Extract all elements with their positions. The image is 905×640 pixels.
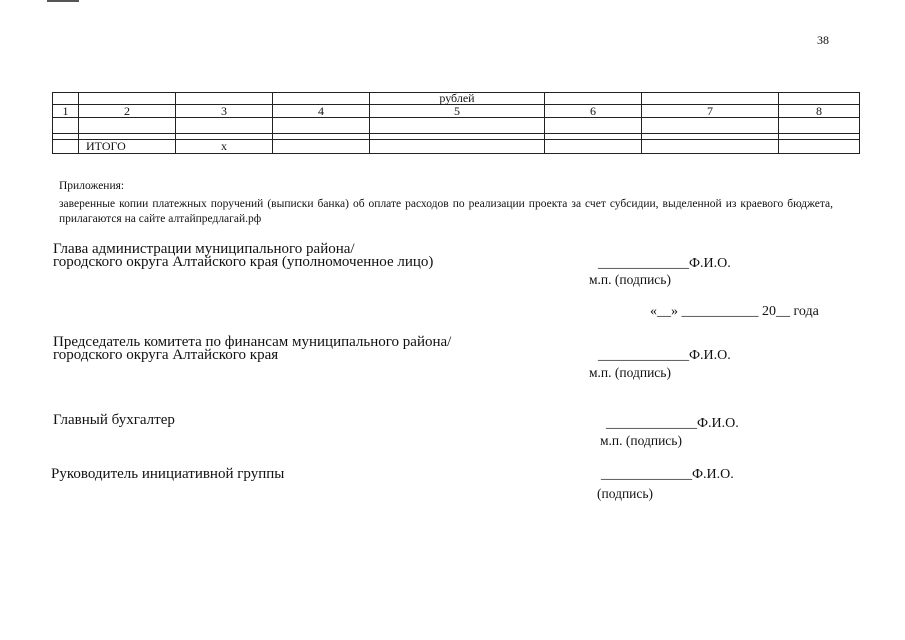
unit-label: рублей — [370, 93, 545, 105]
appendix-title: Приложения: — [59, 180, 125, 192]
column-number: 7 — [642, 105, 779, 118]
column-number: 1 — [53, 105, 79, 118]
column-number: 5 — [370, 105, 545, 118]
total-label: ИТОГО — [79, 140, 176, 154]
initiative-head-name-line: _____________Ф.И.О. — [601, 467, 734, 482]
column-number: 2 — [79, 105, 176, 118]
appendix-text: заверенные копии платежных поручений (выписки банка) об оплате расходов по реализации проекта за счет субсидии, выделенной из краевого бюджета, прилагаются на сайте алтайпредлагай.рф — [59, 198, 833, 225]
initiative-head-label: Руководитель инициативной группы — [51, 466, 285, 482]
finance-chair-stamp-signature: м.п. (подпись) — [589, 365, 671, 380]
table-row-column-numbers — [53, 105, 860, 118]
table-row-total — [53, 140, 860, 154]
finance-chair-name-line: _____________Ф.И.О. — [598, 348, 731, 363]
initiative-head-signature: (подпись) — [597, 486, 654, 501]
column-number: 8 — [779, 105, 860, 118]
chief-accountant-stamp-signature: м.п. (подпись) — [600, 433, 682, 448]
column-number: 3 — [176, 105, 273, 118]
chief-accountant-name-line: _____________Ф.И.О. — [606, 416, 739, 431]
head-admin-label-line1: Глава администрации муниципального района/ — [53, 241, 355, 257]
head-admin-label-line2: городского округа Алтайского края (уполномоченное лицо) — [53, 254, 434, 270]
expense-table — [52, 92, 860, 154]
head-admin-stamp-signature: м.п. (подпись) — [589, 272, 671, 287]
finance-chair-label-line2: городского округа Алтайского края — [53, 347, 279, 363]
column-number: 4 — [273, 105, 370, 118]
chief-accountant-label: Главный бухгалтер — [53, 412, 175, 428]
head-admin-name-line: _____________Ф.И.О. — [598, 256, 731, 271]
table-row-empty — [53, 118, 860, 134]
table-row-unit — [53, 93, 860, 105]
scan-artifact — [47, 0, 79, 2]
page-number: 38 — [817, 33, 829, 47]
column-number: 6 — [545, 105, 642, 118]
finance-chair-label-line1: Председатель комитета по финансам муниципального района/ — [53, 334, 452, 350]
total-col3-mark: х — [176, 140, 273, 154]
date-line: «__» ___________ 20__ года — [650, 304, 819, 319]
